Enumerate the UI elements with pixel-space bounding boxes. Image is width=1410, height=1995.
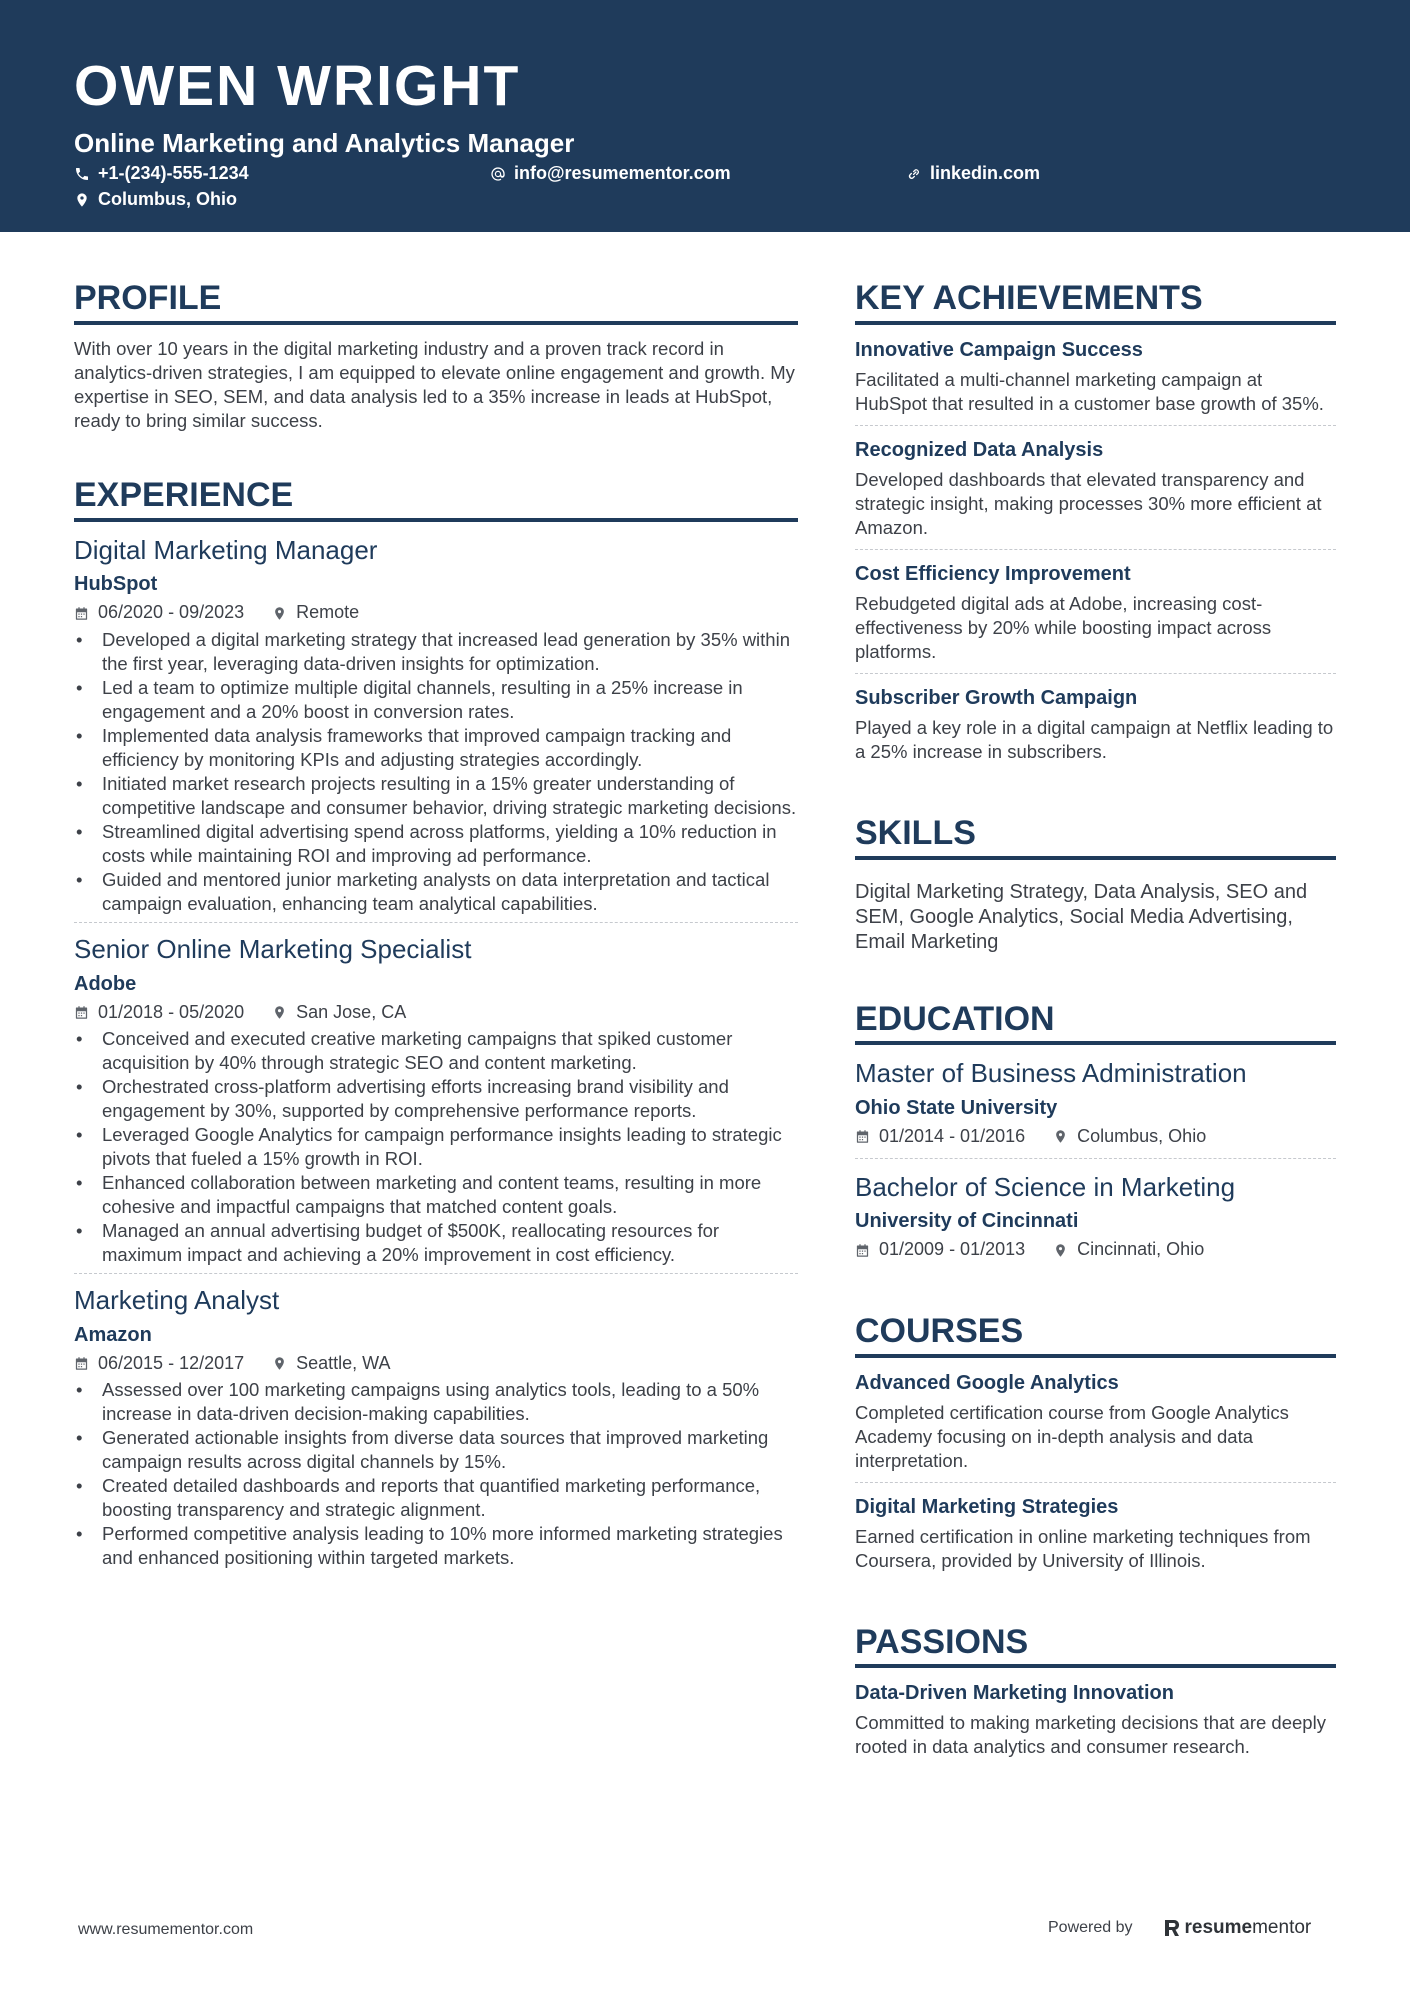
achievement-title: Subscriber Growth Campaign xyxy=(855,686,1138,709)
location-pin-icon xyxy=(272,1005,287,1020)
achievement-item xyxy=(855,685,1336,773)
list-item: • Streamlined digital advertising spend across platforms, yielding a 10% reduction in costs while maintaining ROI and improving ad performance. xyxy=(74,820,798,868)
list-item: • Created detailed dashboards and reports that quantified marketing performance, boosting transparency and strategic alignment. xyxy=(74,1474,798,1522)
education-degree: Master of Business Administration xyxy=(855,1058,1247,1089)
job-dates: 06/2020 - 09/2023 xyxy=(98,602,245,623)
job-company: HubSpot xyxy=(74,573,158,596)
location-pin-icon xyxy=(272,1356,287,1371)
list-item: • Guided and mentored junior marketing analysts on data interpretation and tactical campaign evaluation, enhancing team analytical capabilities. xyxy=(74,868,798,916)
profile-heading: PROFILE xyxy=(74,278,798,325)
achievement-item xyxy=(855,337,1336,426)
job-entry xyxy=(74,933,798,1274)
achievements-heading: KEY ACHIEVEMENTS xyxy=(855,278,1336,325)
at-icon xyxy=(490,166,506,182)
course-item xyxy=(855,1494,1336,1582)
powered-by-label: Powered by xyxy=(1048,1919,1133,1936)
achievement-title: Recognized Data Analysis xyxy=(855,438,1104,461)
course-desc: Earned certification in online marketing techniques from Coursera, provided by University of Illinois. xyxy=(855,1525,1311,1571)
candidate-title: Online Marketing and Analytics Manager xyxy=(74,128,575,158)
candidate-name: OWEN WRIGHT xyxy=(74,54,521,118)
footer-branding xyxy=(1048,1917,1311,1939)
list-item: • Conceived and executed creative marketing campaigns that spiked customer acquisition by 40% through strategic SEO and content marketing. xyxy=(74,1027,798,1075)
contact-phone xyxy=(74,163,249,184)
achievement-title: Cost Efficiency Improvement xyxy=(855,562,1131,585)
passion-item xyxy=(855,1680,1336,1768)
list-item: • Orchestrated cross-platform advertising efforts increasing brand visibility and engagement by 30%, supported by comprehensive performance reports. xyxy=(74,1075,798,1123)
job-meta xyxy=(74,601,798,624)
calendar-icon xyxy=(74,1005,89,1020)
achievement-title: Innovative Campaign Success xyxy=(855,338,1143,361)
education-school: Ohio State University xyxy=(855,1097,1058,1120)
course-title: Digital Marketing Strategies xyxy=(855,1495,1119,1518)
calendar-icon xyxy=(855,1243,870,1258)
passion-desc: Committed to making marketing decisions that are deeply rooted in data analytics and consumer research. xyxy=(855,1712,1326,1758)
footer-website[interactable]: www.resumementor.com xyxy=(78,1921,254,1938)
education-school: University of Cincinnati xyxy=(855,1210,1079,1233)
email-text: info@resumementor.com xyxy=(514,163,731,183)
education-location: Columbus, Ohio xyxy=(1077,1126,1207,1147)
courses-heading: COURSES xyxy=(855,1311,1336,1358)
achievement-desc: Facilitated a multi-channel marketing campaign at HubSpot that resulted in a customer base growth of 35%. xyxy=(855,368,1324,414)
brand-bold: resume xyxy=(1184,1917,1253,1938)
calendar-icon xyxy=(74,606,89,621)
job-entry xyxy=(74,1284,798,1576)
job-location: Remote xyxy=(296,602,360,623)
calendar-icon xyxy=(855,1129,870,1144)
job-dates: 01/2018 - 05/2020 xyxy=(98,1001,245,1022)
job-location: San Jose, CA xyxy=(296,1001,407,1022)
job-bullets xyxy=(74,628,798,916)
location-text: Columbus, Ohio xyxy=(98,189,237,209)
education-location: Cincinnati, Ohio xyxy=(1077,1239,1205,1260)
list-item: • Enhanced collaboration between marketing and content teams, resulting in more cohesive and impactful campaigns that matched content goals. xyxy=(74,1171,798,1219)
job-bullets xyxy=(74,1027,798,1267)
experience-heading: EXPERIENCE xyxy=(74,475,798,522)
passions-section xyxy=(855,1622,1336,1769)
job-role: Senior Online Marketing Specialist xyxy=(74,933,472,964)
link-icon xyxy=(906,166,922,182)
achievement-item xyxy=(855,561,1336,674)
education-item xyxy=(855,1171,1336,1271)
list-item: • Leveraged Google Analytics for campaign performance insights leading to strategic pivots that fueled a 15% growth in ROI. xyxy=(74,1123,798,1171)
education-heading: EDUCATION xyxy=(855,999,1336,1046)
location-pin-icon xyxy=(1053,1129,1068,1144)
list-item: • Initiated market research projects resulting in a 15% greater understanding of competitive landscape and consumer behavior, driving strategic marketing decisions. xyxy=(74,772,798,820)
job-dates: 06/2015 - 12/2017 xyxy=(98,1352,245,1373)
contact-email[interactable] xyxy=(490,163,731,184)
resumementor-logo-icon xyxy=(1163,1918,1181,1938)
profile-text: With over 10 years in the digital marketing industry and a proven track record in analytics-driven strategies, I am equipped to elevate online engagement and growth. My expertise in SEO, SEM, and data analysis led to a 35% increase in leads at HubSpot, ready to bring similar success. xyxy=(74,337,795,431)
list-item: • Implemented data analysis frameworks that improved campaign tracking and efficiency by monitoring KPIs and adjusting strategies accordingly. xyxy=(74,724,798,772)
job-entry xyxy=(74,534,798,923)
courses-section xyxy=(855,1311,1336,1582)
list-item: • Led a team to optimize multiple digital channels, resulting in a 25% increase in engagement and a 20% boost in conversion rates. xyxy=(74,676,798,724)
phone-icon xyxy=(74,166,90,182)
job-bullets xyxy=(74,1378,798,1570)
list-item: • Managed an annual advertising budget of $500K, reallocating resources for maximum impact and achieving a 20% improvement in cost efficiency. xyxy=(74,1219,798,1267)
skills-heading: SKILLS xyxy=(855,813,1336,860)
contact-linkedin[interactable] xyxy=(906,163,1040,184)
job-company: Amazon xyxy=(74,1323,152,1346)
left-column xyxy=(74,278,798,1586)
education-dates: 01/2009 - 01/2013 xyxy=(879,1239,1026,1260)
education-degree: Bachelor of Science in Marketing xyxy=(855,1171,1236,1202)
course-item xyxy=(855,1370,1336,1483)
job-role: Marketing Analyst xyxy=(74,1284,280,1315)
location-pin-icon xyxy=(1053,1243,1068,1258)
achievement-desc: Rebudgeted digital ads at Adobe, increasing cost-effectiveness by 20% while boosting impact across platforms. xyxy=(855,592,1272,662)
education-item xyxy=(855,1057,1336,1158)
skills-section xyxy=(855,813,1336,955)
course-desc: Completed certification course from Google Analytics Academy focusing on in-depth analysis and data interpretation. xyxy=(855,1401,1289,1471)
resume-header xyxy=(0,0,1410,232)
passions-heading: PASSIONS xyxy=(855,1622,1336,1669)
list-item: • Generated actionable insights from diverse data sources that improved marketing campaign results across digital channels by 15%. xyxy=(74,1426,798,1474)
right-column xyxy=(855,278,1336,1779)
calendar-icon xyxy=(74,1356,89,1371)
experience-section xyxy=(74,475,798,1576)
profile-section xyxy=(74,278,798,433)
job-role: Digital Marketing Manager xyxy=(74,534,378,565)
brand-logo[interactable] xyxy=(1163,1917,1312,1939)
linkedin-text: linkedin.com xyxy=(930,163,1041,183)
list-item: • Developed a digital marketing strategy that increased lead generation by 35% within the first year, leveraging data-driven insights for optimization. xyxy=(74,628,798,676)
achievement-item xyxy=(855,437,1336,550)
achievements-section xyxy=(855,278,1336,773)
course-title: Advanced Google Analytics xyxy=(855,1371,1119,1394)
skills-text: Digital Marketing Strategy, Data Analysis, SEO and SEM, Google Analytics, Social Media Advertising, Email Marketing xyxy=(855,880,1308,953)
job-meta xyxy=(74,1352,798,1375)
job-company: Adobe xyxy=(74,972,137,995)
location-pin-icon xyxy=(272,606,287,621)
job-location: Seattle, WA xyxy=(296,1352,391,1373)
passion-title: Data-Driven Marketing Innovation xyxy=(855,1682,1174,1705)
achievement-desc: Developed dashboards that elevated transparency and strategic insight, making processes 30% more efficient at Amazon. xyxy=(855,468,1322,538)
brand-rest: mentor xyxy=(1252,1917,1312,1938)
education-meta xyxy=(855,1238,1336,1261)
education-dates: 01/2014 - 01/2016 xyxy=(879,1126,1026,1147)
phone-text: +1-(234)-555-1234 xyxy=(98,163,249,183)
job-meta xyxy=(74,1001,798,1024)
achievement-desc: Played a key role in a digital campaign at Netflix leading to a 25% increase in subscribers. xyxy=(855,716,1334,762)
contact-location xyxy=(74,189,237,210)
list-item: • Performed competitive analysis leading to 10% more informed marketing strategies and enhanced positioning within targeted markets. xyxy=(74,1522,798,1570)
list-item: • Assessed over 100 marketing campaigns using analytics tools, leading to a 50% increase in data-driven decision-making capabilities. xyxy=(74,1378,798,1426)
location-pin-icon xyxy=(74,192,90,208)
education-section xyxy=(855,999,1336,1271)
education-meta xyxy=(855,1125,1336,1148)
